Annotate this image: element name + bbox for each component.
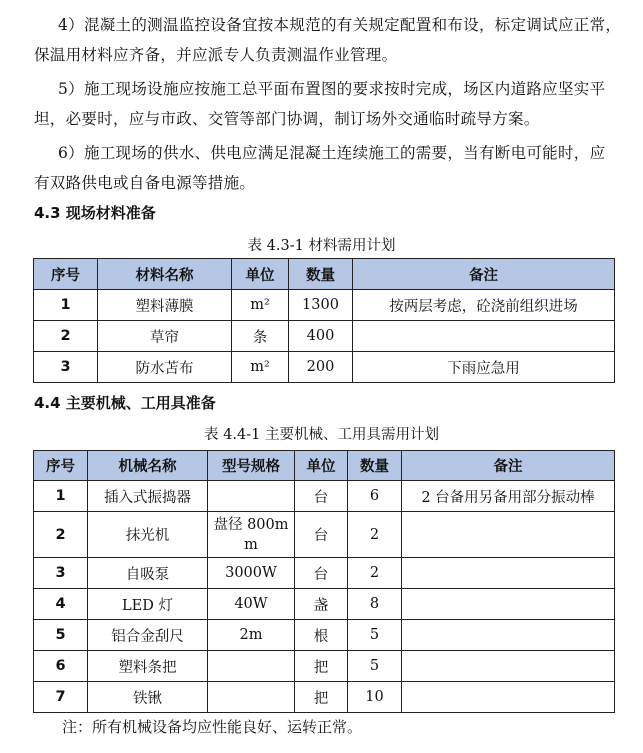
table-cell: 7 <box>34 682 88 713</box>
table-cell <box>402 651 615 682</box>
table-row <box>34 620 615 651</box>
table-cell: 抹光机 <box>88 512 208 558</box>
header-cell: 机械名称 <box>88 451 208 481</box>
table-cell: 条 <box>232 321 289 352</box>
header-cell: 材料名称 <box>98 259 232 290</box>
table-cell: 根 <box>295 620 348 651</box>
table-cell: 插入式振捣器 <box>88 481 208 512</box>
table-cell: 200 <box>289 352 353 383</box>
table-cell <box>353 321 615 352</box>
table-cell: 5 <box>348 651 402 682</box>
header-cell: 备注 <box>402 451 615 481</box>
table-cell: 5 <box>348 620 402 651</box>
paragraph-3-line2: 有双路供电或自备电源等措施。 <box>34 174 256 192</box>
table-cell: 把 <box>295 651 348 682</box>
table-cell: 铝合金刮尺 <box>88 620 208 651</box>
table-cell <box>208 682 295 713</box>
table-cell: 2m <box>208 620 295 651</box>
header-cell: 数量 <box>348 451 402 481</box>
table-cell: 40W <box>208 589 295 620</box>
table-cell <box>402 512 615 558</box>
table-cell: 1 <box>34 481 88 512</box>
table-row <box>34 290 615 321</box>
paragraph-1-line1: 4）混凝土的测温监控设备宜按本规范的有关规定配置和布设，标定调试应正常， <box>58 16 622 34</box>
table-cell: 2 <box>34 321 98 352</box>
table-caption-4-4-1: 表 4.4-1 主要机械、工用具需用计划 <box>204 427 439 443</box>
paragraph-2-line2: 坦，必要时，应与市政、交管等部门协调，制订场外交通临时疏导方案。 <box>34 110 540 128</box>
table-row <box>34 651 615 682</box>
table-cell: 6 <box>348 481 402 512</box>
table-cell: 3000W <box>208 558 295 589</box>
table-cell: m² <box>232 352 289 383</box>
header-cell: 序号 <box>34 451 88 481</box>
table-cell: 盏 <box>295 589 348 620</box>
table-cell: 1 <box>34 290 98 321</box>
table-cell: LED 灯 <box>88 589 208 620</box>
table-row <box>34 589 615 620</box>
table-cell: 3 <box>34 352 98 383</box>
materials-table <box>33 258 615 383</box>
paragraph-3 <box>34 138 624 198</box>
machinery-table <box>33 450 615 713</box>
table-cell: 铁锹 <box>88 682 208 713</box>
table-cell: 按两层考虑，砼浇前组织进场 <box>353 290 615 321</box>
table-cell: 4 <box>34 589 88 620</box>
table-cell: 5 <box>34 620 88 651</box>
table-cell: 塑料条把 <box>88 651 208 682</box>
table-cell: 下雨应急用 <box>353 352 615 383</box>
header-cell: 单位 <box>295 451 348 481</box>
table-cell: 防水苫布 <box>98 352 232 383</box>
header-cell: 数量 <box>289 259 353 290</box>
table-cell: 8 <box>348 589 402 620</box>
table-cell: 草帘 <box>98 321 232 352</box>
table-cell <box>208 481 295 512</box>
table-cell: 2 <box>348 512 402 558</box>
paragraph-1 <box>34 10 624 70</box>
table-cell: 台 <box>295 512 348 558</box>
table-cell: 自吸泵 <box>88 558 208 589</box>
table-cell: 2 <box>34 512 88 558</box>
table-header-row <box>34 451 615 481</box>
paragraph-2-line1: 5）施工现场设施应按施工总平面布置图的要求按时完成，场区内道路应坚实平 <box>58 80 606 98</box>
table-cell: m² <box>232 290 289 321</box>
table-row <box>34 321 615 352</box>
table-cell: 盘径 800mm <box>208 512 295 558</box>
table-cell <box>402 589 615 620</box>
table-cell: 塑料薄膜 <box>98 290 232 321</box>
table-row <box>34 558 615 589</box>
table-cell: 2 台备用另备用部分振动棒 <box>402 481 615 512</box>
paragraph-1-line2: 保温用材料应齐备，并应派专人负责测温作业管理。 <box>34 46 398 64</box>
table-cell <box>402 682 615 713</box>
table-row <box>34 352 615 383</box>
table-row <box>34 481 615 512</box>
paragraph-2 <box>34 74 624 134</box>
header-cell: 单位 <box>232 259 289 290</box>
table-row <box>34 512 615 558</box>
table-cell: 台 <box>295 558 348 589</box>
table-cell: 1300 <box>289 290 353 321</box>
table-cell: 6 <box>34 651 88 682</box>
table-row <box>34 682 615 713</box>
table-cell <box>402 558 615 589</box>
table-cell: 把 <box>295 682 348 713</box>
table-cell: 400 <box>289 321 353 352</box>
section-heading-4-4: 4.4 主要机械、工用具准备 <box>34 394 216 412</box>
table-cell: 台 <box>295 481 348 512</box>
table-cell <box>402 620 615 651</box>
table-cell <box>208 651 295 682</box>
footnote: 注：所有机械设备均应性能良好、运转正常。 <box>62 718 363 736</box>
header-cell: 序号 <box>34 259 98 290</box>
table-cell: 3 <box>34 558 88 589</box>
table-header-row <box>34 259 615 290</box>
table-cell: 10 <box>348 682 402 713</box>
table-cell: 2 <box>348 558 402 589</box>
section-heading-4-3: 4.3 现场材料准备 <box>34 204 156 222</box>
header-cell: 型号规格 <box>208 451 295 481</box>
header-cell: 备注 <box>353 259 615 290</box>
table-caption-4-3-1: 表 4.3-1 材料需用计划 <box>247 238 396 254</box>
paragraph-3-line1: 6）施工现场的供水、供电应满足混凝土连续施工的需要，当有断电可能时，应 <box>58 144 606 162</box>
